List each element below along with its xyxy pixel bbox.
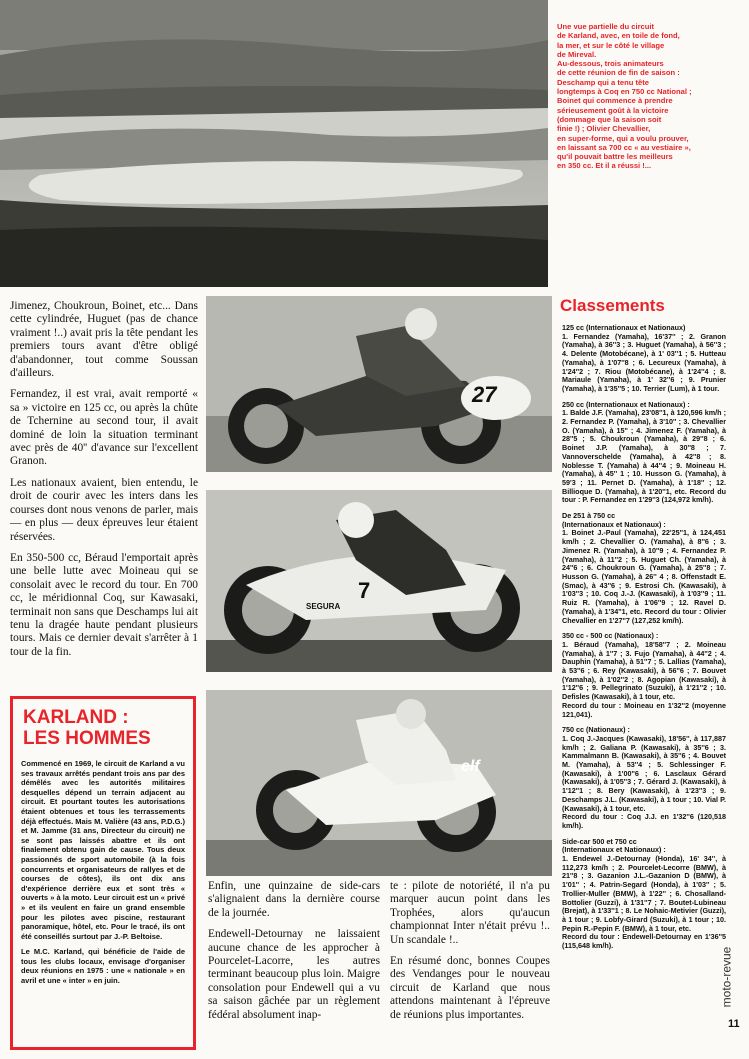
paragraph: En résumé donc, bonnes Coupes des Vendanges pour le nouveau circuit de Karland que nous attendons maintenant à l'épreuve de réunions plus importantes. [390,955,550,1021]
result-section: Side-car 500 et 750 cc (Internationaux et Nationaux) : 1. Endewel J.-Detournay (Honda), 16' 34'', à 112,273 km/h ; 2. Pourcelet-Lecorre (BMW), à 21''8 ; 3. Gazanion J.L.-Gazanion D (BMW), à 1'01'' ; 4. Patrin-Segard (Honda), à 1'03'' ; 5. Trollier-Muller (BMW), à 1'22'' ; 6. Chosalland-Bottolier (Guzzi), à 1'31''7 ; 7. Boutet-Lubineau (Brejat), à 1'33''1 ; 8. Le Nohaic-Metivier (Guzzi), à 1 tour ; 9. Lobfy-Girard (Suzuki), à 1 tour ; 10. Pepin R.-Pepin F. (BMW), à 1 tour, etc. Record du tour : Endewell-Detournay en 1'36''5 (115,648 km/h). [562,836,726,951]
article-column-bottom-2 [390,880,550,1030]
rider-photo-boinet [206,490,552,672]
sponsor-text: elf [461,758,480,775]
paragraph: Les nationaux avaient, bien entendu, le droit de courir avec les inters dans les courses dont nous venons de parler, mais — en plus — deux épreuves leur étaient réservées. [10,476,198,543]
sponsor-text: SEGURA [306,602,341,611]
result-section: 350 cc - 500 cc (Nationaux) : 1. Béraud (Yamaha), 18'58''7 ; 2. Moineau (Yamaha), à 1''7 ; 3. Fujo (Yamaha), à 44''2 ; 4. Dauphin (Yamaha), à 51''7 ; 5. Lallias (Yamaha), à 53''6 ; 6. Rey (Kawasaki), à 56''6 ; 7. Bouvet (Yamaha), à 1'02''2 ; 8. Agopian (Kawasaki), à 1'12''6 ; 9. Pellegrinato (Suzuki), à 1'21''2 ; 10. Defisles (Kawasaki), à 1 tour, etc. Record du tour : Moineau en 1'32''2 (moyenne 121,041). [562,631,726,719]
paragraph: Commencé en 1969, le circuit de Karland a vu ses travaux arrêtés pendant trois ans par des démêlés avec les autorités militaires desquelles dépend un terrain adjacent au circuit. Et pourtant toutes les autorisations étaient obtenues et tous les terrassements déjà effectués. Mais M. Valière (43 ans, P.D.G.) et M. Jamme (31 ans, Directeur du circuit) ne se sont pas laissés abattre et ils ont finalement obtenu gain de cause. Tous deux passionnés de sport automobile (à la fois concurrents et organisateurs de rallyes et de courses de côtes), ils ont dix ans d'expérience derrière eux et sont très « ouverts » à la moto. Leur circuit est un « privé » et ils veulent en faire un grand ensemble pour les pilotes avec piscine, restaurant panoramique, hôtel, etc. Pour le tracé, ils ont été conseillés surtout par J.-P. Beltoise. [21,759,185,941]
page-number: 11 [728,1018,740,1030]
race-number: 7 [358,578,371,603]
rider-photo-fernandez [206,296,552,472]
paragraph: Enfin, une quinzaine de side-cars s'alignaient dans la dernière course de la journée. [208,880,380,919]
classements-heading: Classements [560,296,665,315]
result-section: 750 cc (Nationaux) : 1. Coq J.-Jacques (Kawasaki), 18'56'', à 117,887 km/h ; 2. Galiana P. (Kawasaki), à 35''6 ; 3. Kammalmann B. (Kawasaki), à 35''6 ; 4. Bouvet M. (Yamaha), à 53''4 ; 5. Schlessinger F. (Kawasaki), à 1'00''6 ; 6. Lasclaux Gérard (Kawasaki), à 1'05''3 ; 7. Gérard J. (Kawasaki), à 1'12''1 ; 8. Bery (Kawasaki), à 1'23''3 ; 9. Deschamps J.L. (Kawasaki), à 1 tour ; 10. Vial P. (Kawasaki), à 1 tour, etc. Record du tour : Coq J.J. en 1'32''6 (120,518 km/h). [562,725,726,830]
result-section: 250 cc (Internationaux et Nationaux) : 1. Balde J.F. (Yamaha), 23'08''1, à 120,596 km/h ; 2. Fernandez P. (Yamaha), à 3'10'' ; 3. Chevallier O. (Yamaha), à 15'' ; 4. Jimenez F. (Yamaha), à 28''5 ; 5. Choukroun (Yamaha), à 29''8 ; 6. Boinet J.P. (Yamaha), à 30''8 ; 7. Vannoverschelde (Yamaha), à 42''8 ; 8. Noblesse T. (Yamaha) à 44''4 ; 9. Moineau H. (Yamaha), à 45'' 1 ; 10. Husson G. (Yamaha), à 59'3 ; 11. Pernet D. (Yamaha), à 1'18'' ; 12. Billioque D. (Yamaha), à 1'20''1, etc. Record du tour : P. Fernandez en 1'29''3 (124,972 km/h). [562,399,726,505]
brand-text: moto-revue [719,946,734,1008]
paragraph: Jimenez, Choukroun, Boinet, etc... Dans cette cylindrée, Huguet (pas de chance vraiment !..) avait pris la tête pendant les premiers tours avant d'être obligé d'abandonner, tout comme Soussan d'ailleurs. [10,300,198,380]
classements-list [562,324,726,958]
circuit-panorama-photo [0,0,548,287]
paragraph: Endewell-Detournay ne laissaient aucune chance de les approcher à Pourcelet-Lacorre, les autres terminant beaucoup plus loin. Maigre consolation pour Endewell qui a vu sa saison gâchée par un règlement fédéral absolument inap- [208,928,380,1021]
article-column-bottom-1 [208,880,380,1030]
photo-caption: Une vue partielle du circuit de Karland, avec, en toile de fond, la mer, et sur le côté le village de Mireval. Au-dessous, trois animateurs de cette réunion de fin de saison : Deschamp qui a tenu tête longtemps à Coq en 750 cc National ; Boinet qui commence à prendre sérieusement goût à la victoire (dommage que la saison soit finie !) ; Olivier Chevallier, en super-forme, qui a voulu prouver, en laissant sa 700 cc « au vestiaire », qu'il pouvait battre les meilleurs en 350 cc. Et il a réussi !... [557,22,692,171]
paragraph: Le M.C. Karland, qui bénéficie de l'aide de tous les clubs locaux, envisage d'organiser deux réunions en 1975 : une « nationale » en avril et une « inter » en juin. [21,947,185,986]
result-section: De 251 à 750 cc (Internationaux et Nationaux) : 1. Boinet J.-Paul (Yamaha), 22'25''1, à 124,451 km/h ; 2. Chevallier O. (Yamaha), à 8''6 ; 3. Jimenez R. (Yamaha), à 10''9 ; 4. Fernandez P. (Yamaha), à 11''2 ; 5. Huguet Ch. (Yamaha), à 24''6 ; 6. Choukroun G. (Yamaha), à 25''8 ; 7. Husson G. (Yamaha), à 26'' 4 ; 8. Offenstadt E. (Smac), à 43''6 ; 9. Estrosi Ch. (Kawasaki), à 1'03''3 ; 10. Coq J.-J. (Kawasaki), à 1'03''9 ; 11. Ruiz R. (Yamaha), à 1'06''9 ; 12. Ravel D. (Yamaha), à 1'34''1, etc. Record du tour : Olivier Chevallier en 1'27''7 (127,252 km/h). [562,511,726,625]
sidebar-body [21,759,185,986]
race-number: 27 [472,382,497,407]
result-section: 125 cc (Internationaux et Nationaux) 1. Fernandez (Yamaha), 16'37'' ; 2. Granon (Yamaha), à 36''3 ; 3. Huguet (Yamaha), à 56''3 ; 4. Delente (Motobécane), à 1' 03''1 ; 5. Hutteau (Yamaha), à 1'07''8 ; 6. Lecureux (Yamaha), à 1'24''2 ; 7. Riou (Motobécane), à 1'24''4 ; 8. Mariaule (Yamaha), à 1' 32''6 ; 9. Prunier (Yamaha), à 1'35''5 ; 10. Terrier (Lum), à 1 tour. [562,323,726,393]
paragraph: te : pilote de notoriété, il n'a pu marquer aucun point dans les Trophées, alors qu'aucun championnat Inter n'était prévu !.. Un scandale !.. [390,880,550,946]
paragraph: En 350-500 cc, Béraud l'emportait après une belle lutte avec Moineau qui se consolait avec le record du tour. En 700 cc, le méridionnal Coq, sur Kawasaki, terminait non sans que Deschamps lui ait tenu la dragée haute pendant plusieurs tours. Mais ce dernier devait s'arrêter à 1 tour de la fin. [10,551,198,658]
article-column-left [10,300,198,667]
paragraph: Fernandez, il est vrai, avait remporté « sa » victoire en 125 cc, ou après la chûte de Tchernine au second tour, il avait dominé de loin la situation terminant avec près de 40'' d'avance sur l'excellent Granon. [10,388,198,468]
sidebar-title: KARLAND : LES HOMMES [23,707,151,749]
karland-sidebar-box [10,696,196,1050]
magazine-brand [719,940,742,1020]
rider-photo-chevallier [206,690,552,876]
